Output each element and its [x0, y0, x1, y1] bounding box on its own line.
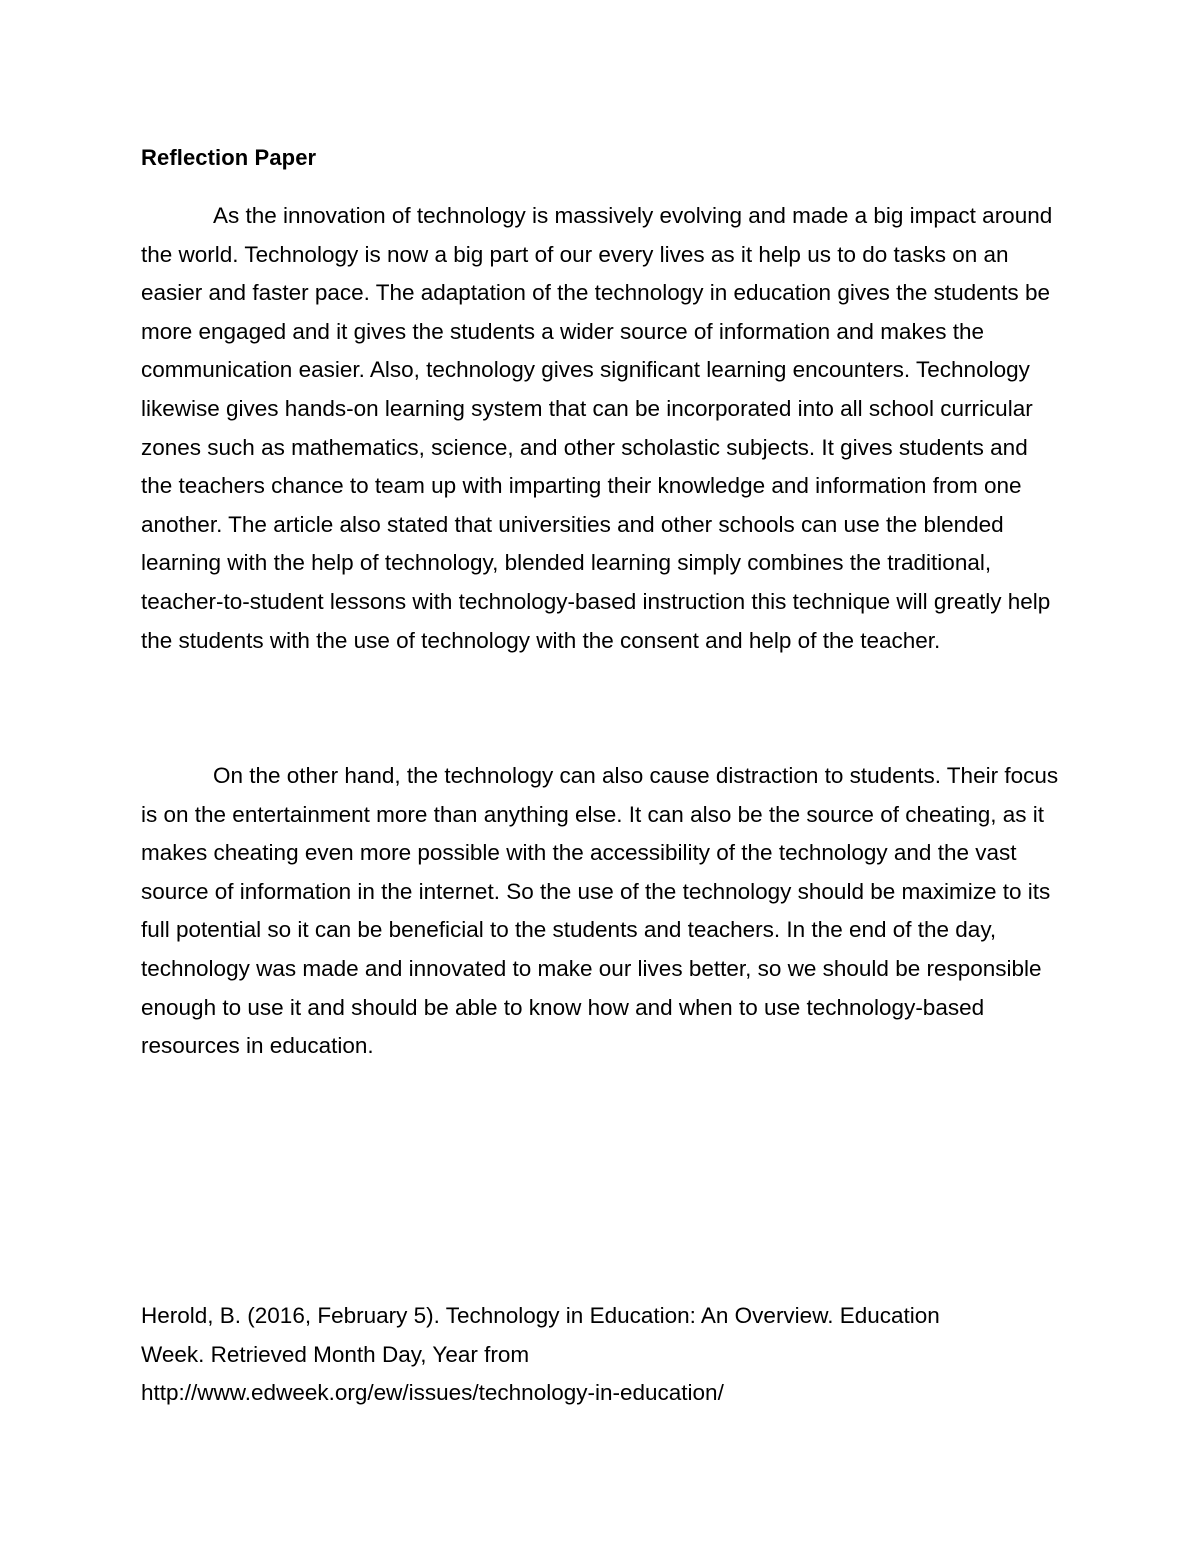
body-paragraph-1: As the innovation of technology is massively evolving and made a big impact around the world. Technology is now a big part of our every lives as it help us to do tasks on an easier and faster pace. The adaptation of the technology in education gives the students be more engaged and it gives the students a wider source of information and makes the communication easier. Also, technology gives significant learning encounters. Technology likewise gives hands-on learning system that can be incorporated into all school curricular zones such as mathematics, science, and other scholastic subjects. It gives students and the teachers chance to team up with imparting their knowledge and information from one another. The article also stated that universities and other schools can use the blended learning with the help of technology, blended learning simply combines the traditional, teacher-to-student lessons with technology-based instruction this technique will greatly help the students with the use of technology with the consent and help of the teacher.: [141, 203, 1053, 653]
body-paragraph-2: On the other hand, the technology can also cause distraction to students. Their focus is on the entertainment more than anything else. It can also be the source of cheating, as it makes cheating even more possible with the accessibility of the technology and the vast source of information in the internet. So the use of the technology should be maximize to its full potential so it can be beneficial to the students and teachers. In the end of the day, technology was made and innovated to make our lives better, so we should be responsible enough to use it and should be able to know how and when to use technology-based resources in education.: [141, 763, 1059, 1059]
document-title: Reflection Paper: [141, 145, 317, 170]
reference-url: http://www.edweek.org/ew/issues/technology-in-education/: [141, 1380, 724, 1406]
reference-line-2: Week. Retrieved Month Day, Year from: [141, 1341, 530, 1367]
reference-citation: [141, 1297, 1061, 1413]
reference-line-1: Herold, B. (2016, February 5). Technology in Education: An Overview. Education: [141, 1303, 940, 1328]
